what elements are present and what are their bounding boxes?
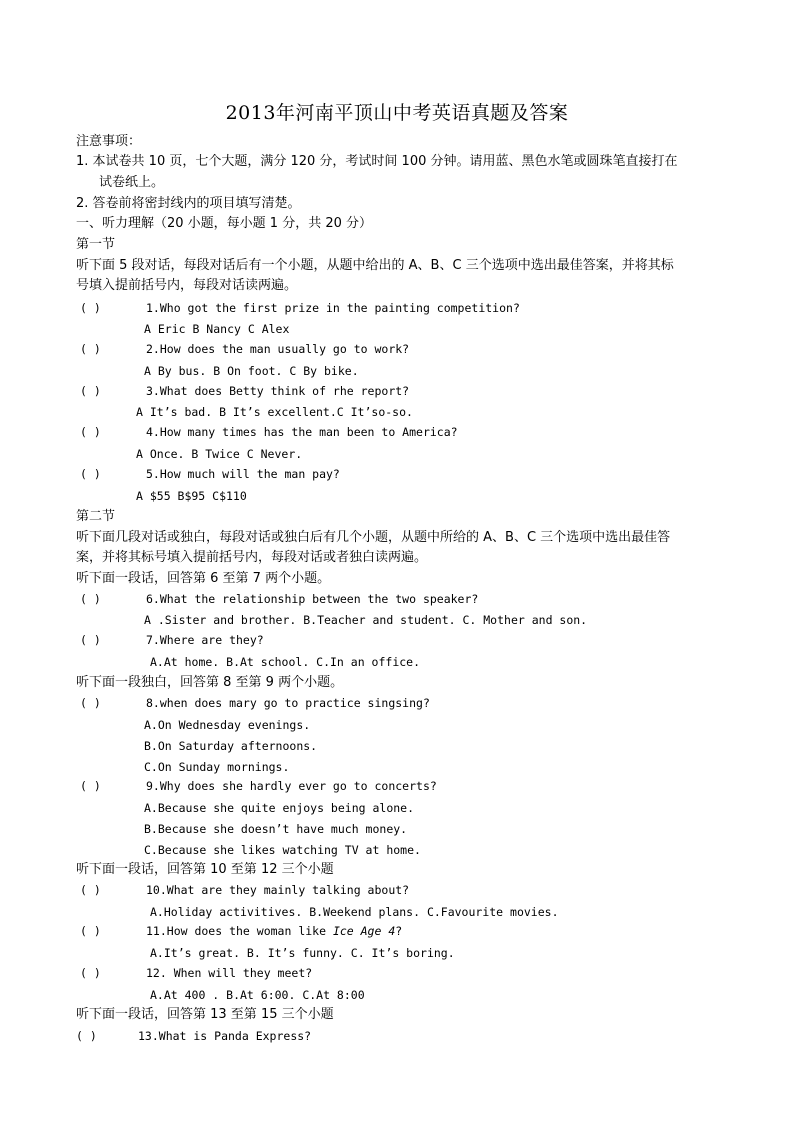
question-10	[80, 883, 409, 897]
question-text: 2.How does the man usually go to work?	[146, 342, 410, 356]
notice-item-1: 1. 本试卷共 10 页，七个大题，满分 120 分，考试时间 100 分钟。请用蓝、黑色水笔或圆珠笔直接打在	[76, 154, 678, 169]
question-7	[80, 633, 264, 647]
question-5-options: A $55 B$95 C$110	[136, 489, 247, 503]
question-8	[80, 696, 430, 710]
question-12	[80, 966, 312, 980]
question-6	[80, 592, 478, 606]
listen-instruction-8-9: 听下面一段独白，回答第 8 至第 9 两个小题。	[76, 675, 344, 690]
question-8-option-b: B.On Saturday afternoons.	[144, 739, 318, 753]
answer-blank[interactable]: ( )	[80, 384, 101, 398]
answer-blank[interactable]: ( )	[80, 425, 101, 439]
question-5	[80, 467, 340, 481]
question-4	[80, 425, 458, 439]
question-2-options: A By bus. B On foot. C By bike.	[144, 364, 359, 378]
question-8-option-c: C.On Sunday mornings.	[144, 760, 290, 774]
question-9-option-c: C.Because she likes watching TV at home.	[144, 843, 421, 857]
answer-blank[interactable]: ( )	[80, 342, 101, 356]
answer-blank[interactable]: ( )	[80, 633, 101, 647]
question-text: 6.What the relationship between the two speaker?	[146, 592, 479, 606]
listen-instruction-6-7: 听下面一段话，回答第 6 至第 7 两个小题。	[76, 571, 331, 586]
question-3-options: A It’s bad. B It’s excellent.C It’so-so.	[136, 405, 413, 419]
question-text: 8.when does mary go to practice singsing?	[146, 696, 430, 710]
question-11	[80, 924, 402, 938]
question-1-options: A Eric B Nancy C Alex	[144, 322, 290, 336]
question-9	[80, 779, 437, 793]
listen-instruction-13-15: 听下面一段话，回答第 13 至第 15 三个小题	[76, 1007, 334, 1022]
answer-blank[interactable]: ( )	[80, 966, 101, 980]
section2-instructions: 听下面几段对话或独白，每段对话或独白后有几个小题，从题中所给的 A、B、C 三个选项中选出最佳答	[76, 530, 671, 545]
answer-blank[interactable]: ( )	[76, 1029, 97, 1043]
question-text: 7.Where are they?	[146, 633, 264, 647]
answer-blank[interactable]: ( )	[80, 467, 101, 481]
question-text: 5.How much will the man pay?	[146, 467, 340, 481]
question-text: 9.Why does she hardly ever go to concerts?	[146, 779, 437, 793]
question-text: 1.Who got the first prize in the painting competition?	[146, 301, 520, 315]
question-text: 10.What are they mainly talking about?	[146, 883, 410, 897]
listen-instruction-10-12: 听下面一段话，回答第 10 至第 12 三个小题	[76, 862, 334, 877]
question-2	[80, 342, 409, 356]
notice-heading: 注意事项：	[76, 134, 142, 149]
question-text: 12. When will they meet?	[146, 966, 313, 980]
question-10-options: A.Holiday activitives. B.Weekend plans. C.Favourite movies.	[150, 905, 559, 919]
part1-heading: 一、听力理解（20 小题，每小题 1 分，共 20 分）	[76, 216, 373, 231]
answer-blank[interactable]: ( )	[80, 592, 101, 606]
question-3	[80, 384, 409, 398]
section1-instructions: 听下面 5 段对话，每段对话后有一个小题，从题中给出的 A、B、C 三个选项中选出最佳答案，并将其标	[76, 258, 674, 273]
question-text: 3.What does Betty think of rhe report?	[146, 384, 410, 398]
question-12-options: A.At 400 . B.At 6:00. C.At 8:00	[150, 988, 365, 1002]
answer-blank[interactable]: ( )	[80, 883, 101, 897]
question-text: 11.How does the woman like	[146, 924, 333, 938]
movie-title: Ice Age 4	[332, 924, 396, 938]
question-text: 4.How many times has the man been to America?	[146, 425, 458, 439]
question-4-options: A Once. B Twice C Never.	[136, 447, 303, 461]
notice-item-1-cont: 试卷纸上。	[99, 175, 165, 190]
section1-instructions-cont: 号填入提前括号内，每段对话读两遍。	[76, 278, 298, 293]
page-title: 2013年河南平顶山中考英语真题及答案	[225, 102, 569, 124]
question-1	[80, 301, 520, 315]
answer-blank[interactable]: ( )	[80, 696, 101, 710]
question-7-options: A.At home. B.At school. C.In an office.	[150, 655, 421, 669]
question-9-option-a: A.Because she quite enjoys being alone.	[144, 801, 415, 815]
question-mark: ?	[395, 924, 403, 938]
section1-heading: 第一节	[76, 237, 116, 252]
answer-blank[interactable]: ( )	[80, 924, 101, 938]
question-9-option-b: B.Because she doesn’t have much money.	[144, 822, 408, 836]
question-6-options: A .Sister and brother. B.Teacher and student. C. Mother and son.	[144, 613, 588, 627]
question-13	[76, 1029, 311, 1043]
question-11-options: A.It’s great. B. It’s funny. C. It’s boring.	[150, 946, 455, 960]
notice-item-2: 2. 答卷前将密封线内的项目填写清楚。	[76, 196, 301, 211]
section2-heading: 第二节	[76, 509, 116, 524]
question-text: 13.What is Panda Express?	[138, 1029, 312, 1043]
section2-instructions-cont: 案，并将其标号填入提前括号内，每段对话或者独白读两遍。	[76, 550, 428, 565]
question-8-option-a: A.On Wednesday evenings.	[144, 718, 311, 732]
answer-blank[interactable]: ( )	[80, 779, 101, 793]
answer-blank[interactable]: ( )	[80, 301, 101, 315]
